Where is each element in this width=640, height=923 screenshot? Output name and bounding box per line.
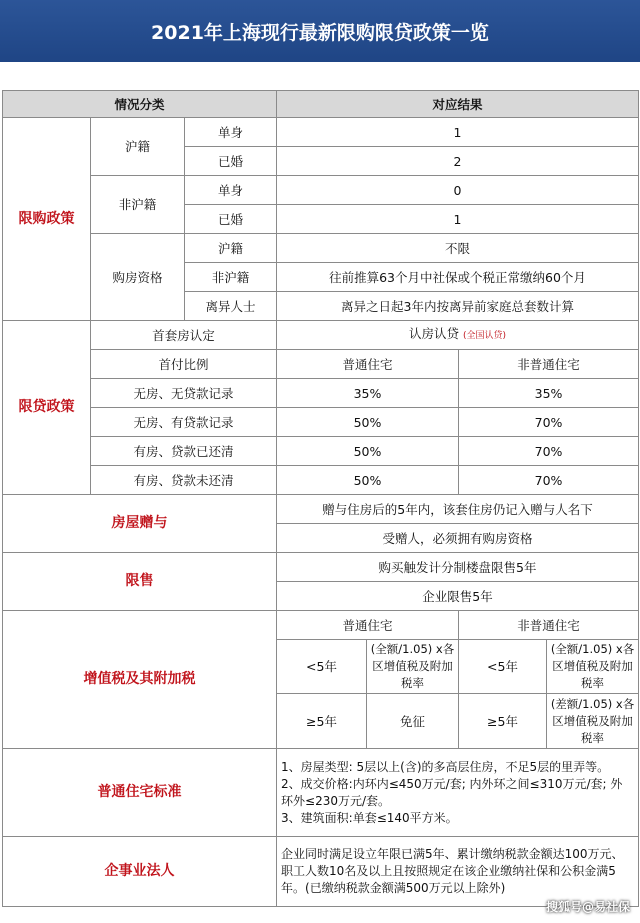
watermark: 搜狐号@易社保: [545, 900, 630, 914]
section-purchase: 限购政策: [3, 118, 91, 321]
vat-ordinary-lt5-value: (全额/1.05) x各区增值税及附加税率: [367, 640, 459, 694]
qualification-local-value: 不限: [277, 234, 639, 263]
nonlocal-label: 非沪籍: [91, 176, 185, 234]
table-header-row: [3, 91, 639, 118]
nonlocal-single: 单身: [185, 176, 277, 205]
table-row: [3, 437, 639, 466]
table-row: [3, 553, 639, 582]
vat-ordinary-lt5: <5年: [277, 640, 367, 694]
first-home-value: [277, 321, 639, 350]
down-payment-label: 首付比例: [91, 350, 277, 379]
loan-row-non-ordinary: 70%: [459, 437, 639, 466]
loan-row-ordinary: 50%: [277, 466, 459, 495]
policy-table: [2, 90, 639, 907]
standard-item: 2、成交价格:内环内≤450万元/套; 内外环之间≤310万元/套; 外环外≤230万元/套。: [281, 776, 623, 808]
vat-non-ordinary-header: 非普通住宅: [459, 611, 639, 640]
loan-row-non-ordinary: 70%: [459, 408, 639, 437]
local-married: 已婚: [185, 147, 277, 176]
qualification-divorced-value: 离异之日起3年内按离异前家庭总套数计算: [277, 292, 639, 321]
loan-ordinary-header: 普通住宅: [277, 350, 459, 379]
table-row: [3, 379, 639, 408]
loan-row-ordinary: 35%: [277, 379, 459, 408]
qualification-divorced: 离异人士: [185, 292, 277, 321]
section-standard: 普通住宅标准: [3, 749, 277, 837]
vat-ordinary-header: 普通住宅: [277, 611, 459, 640]
standard-item: 1、房屋类型: 5层以上(含)的多高层住房，不足5层的里弄等。: [281, 759, 610, 774]
restrict-line-2: 企业限售5年: [277, 582, 639, 611]
table-row: [3, 408, 639, 437]
qualification-nonlocal: 非沪籍: [185, 263, 277, 292]
local-single-value: 1: [277, 118, 639, 147]
local-single: 单身: [185, 118, 277, 147]
local-married-value: 2: [277, 147, 639, 176]
table-row: [3, 749, 639, 837]
section-loan: 限贷政策: [3, 321, 91, 495]
qualification-nonlocal-value: 往前推算63个月中社保或个税正常缴纳60个月: [277, 263, 639, 292]
qualification-local: 沪籍: [185, 234, 277, 263]
loan-row-non-ordinary: 70%: [459, 466, 639, 495]
nonlocal-single-value: 0: [277, 176, 639, 205]
first-home-note: (全国认贷): [463, 331, 507, 341]
local-label: 沪籍: [91, 118, 185, 176]
nonlocal-married-value: 1: [277, 205, 639, 234]
loan-row-label: 有房、贷款未还清: [91, 466, 277, 495]
vat-non-ordinary-ge5: ≥5年: [459, 694, 547, 749]
nonlocal-married: 已婚: [185, 205, 277, 234]
vat-non-ordinary-lt5: <5年: [459, 640, 547, 694]
table-row: [3, 466, 639, 495]
vat-ordinary-ge5: ≥5年: [277, 694, 367, 749]
table-row: [3, 350, 639, 379]
loan-row-ordinary: 50%: [277, 408, 459, 437]
section-vat: 增值税及其附加税: [3, 611, 277, 749]
table-row: [3, 611, 639, 640]
table-row: [3, 837, 639, 907]
section-restrict: 限售: [3, 553, 277, 611]
table-row: [3, 495, 639, 524]
page-title: 2021年上海现行最新限购限贷政策一览: [0, 0, 640, 62]
table-row: [3, 321, 639, 350]
first-home-label: 首套房认定: [91, 321, 277, 350]
restrict-line-1: 购买触发计分制楼盘限售5年: [277, 553, 639, 582]
section-gift: 房屋赠与: [3, 495, 277, 553]
standard-item: 3、建筑面积:单套≤140平方米。: [281, 810, 458, 825]
loan-row-label: 无房、无贷款记录: [91, 379, 277, 408]
table-row: [3, 118, 639, 147]
loan-non-ordinary-header: 非普通住宅: [459, 350, 639, 379]
header-category: 情况分类: [3, 91, 277, 118]
section-enterprise: 企事业法人: [3, 837, 277, 907]
enterprise-text: 企业同时满足设立年限已满5年、累计缴纳税款金额达100万元、职工人数10名及以上且按照规定在该企业缴纳社保和公积金满5年。(已缴纳税款金额满500万元以上除外): [277, 837, 639, 907]
vat-non-ordinary-ge5-value: (差额/1.05) x各区增值税及附加税率: [547, 694, 639, 749]
vat-non-ordinary-lt5-value: (全额/1.05) x各区增值税及附加税率: [547, 640, 639, 694]
loan-row-ordinary: 50%: [277, 437, 459, 466]
table-row: [3, 234, 639, 263]
gift-line-2: 受赠人，必须拥有购房资格: [277, 524, 639, 553]
loan-row-label: 有房、贷款已还清: [91, 437, 277, 466]
gift-line-1: 赠与住房后的5年内，该套住房仍记入赠与人名下: [277, 495, 639, 524]
table-row: [3, 176, 639, 205]
loan-row-non-ordinary: 35%: [459, 379, 639, 408]
standard-items: [277, 749, 639, 837]
vat-ordinary-ge5-value: 免征: [367, 694, 459, 749]
first-home-rule: 认房认贷: [409, 326, 460, 341]
loan-row-label: 无房、有贷款记录: [91, 408, 277, 437]
header-result: 对应结果: [277, 91, 639, 118]
qualification-label: 购房资格: [91, 234, 185, 321]
